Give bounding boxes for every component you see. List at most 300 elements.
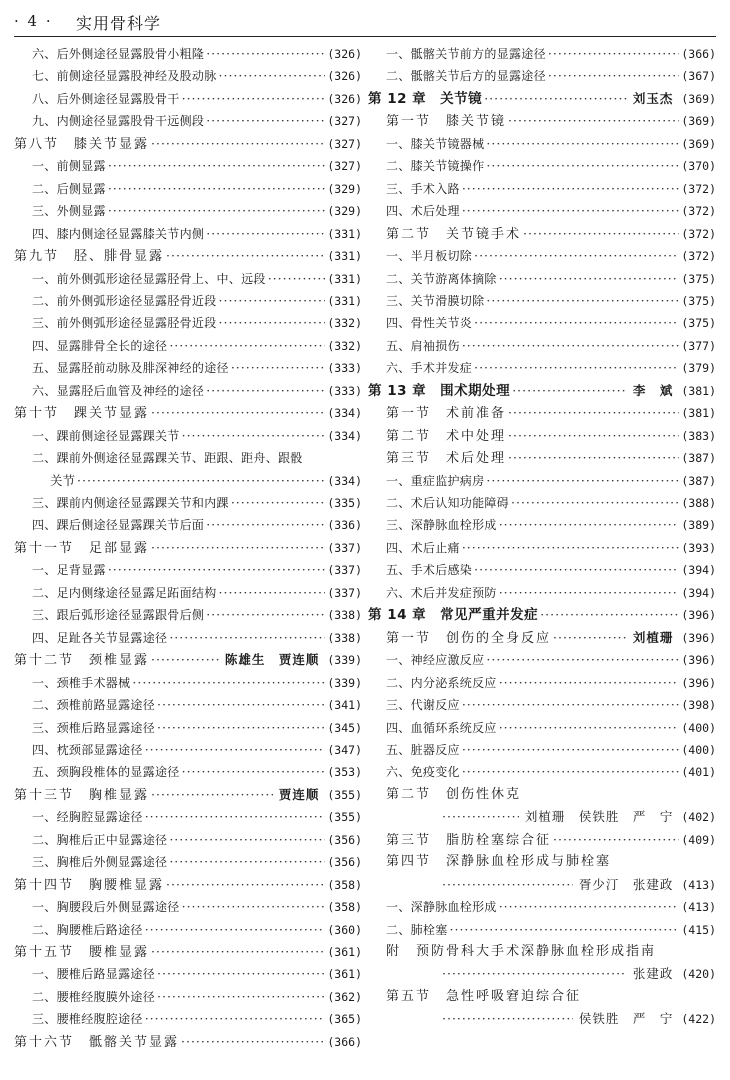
entry-title: 三、深静脉血栓形成: [386, 518, 497, 533]
toc-entry: [14, 268, 362, 290]
dot-leader: [462, 200, 680, 222]
entry-page-number: (396): [681, 630, 716, 645]
entry-page-number: (332): [327, 338, 362, 353]
toc-entry: [14, 43, 362, 65]
toc-entry: [14, 784, 362, 806]
entry-page-number: (381): [681, 406, 716, 421]
toc-entry: [368, 761, 716, 783]
toc-entry: [14, 761, 362, 783]
entry-title: 四、术后止痛: [386, 540, 460, 555]
entry-page-number: (387): [681, 451, 716, 466]
entry-title: 六、免疫变化: [386, 765, 460, 780]
toc-entry: [368, 1008, 716, 1030]
dot-leader: [166, 874, 325, 896]
entry-page-number: (338): [327, 608, 362, 623]
dot-leader: [499, 268, 680, 290]
entry-title: 第四节 深静脉血栓形成与肺栓塞: [386, 854, 612, 870]
toc-entry: [368, 312, 716, 334]
entry-title: 一、膝关节镜器械: [386, 136, 485, 151]
dot-leader: [145, 1008, 326, 1030]
entry-title: 一、前侧显露: [32, 159, 106, 174]
dot-leader: [486, 470, 679, 492]
entry-page-number: (337): [327, 585, 362, 600]
entry-title: 第十一节 足部显露: [14, 540, 150, 556]
toc-entry: [368, 245, 716, 267]
toc-entry: [368, 447, 716, 469]
toc-entry: [14, 470, 362, 492]
entry-author: 贾连顺: [278, 786, 320, 802]
toc-entry: [368, 380, 716, 402]
entry-page-number: (356): [327, 832, 362, 847]
entry-title: 四、足趾各关节显露途径: [32, 630, 168, 645]
toc-entry: [14, 245, 362, 267]
entry-title: 第二节 术中处理: [386, 428, 507, 444]
entry-page-number: (394): [681, 585, 716, 600]
toc-entry: [14, 380, 362, 402]
toc-entry: [368, 896, 716, 918]
toc-entry: [368, 402, 716, 424]
entry-page-number: (413): [681, 877, 716, 892]
entry-page-number: (326): [327, 47, 362, 61]
entry-title: 七、前侧途径显露股神经及股动脉: [32, 69, 217, 84]
entry-title: 二、踝前外侧途径显露踝关节、距跟、距舟、跟骰: [32, 451, 303, 466]
dot-leader: [182, 761, 326, 783]
dot-leader: [462, 335, 680, 357]
toc-entry: [14, 919, 362, 941]
dot-leader: [157, 986, 325, 1008]
entry-page-number: (329): [327, 181, 362, 196]
entry-title: 第一节 术前准备: [386, 406, 507, 422]
entry-page-number: (369): [681, 114, 716, 129]
entry-title: 第十五节 腰椎显露: [14, 945, 150, 960]
dot-leader: [108, 200, 326, 222]
entry-author: 刘玉杰: [632, 90, 674, 106]
entry-page-number: (377): [681, 338, 716, 353]
entry-title: 八、后外侧途径显露股骨干: [32, 91, 180, 106]
entry-page-number: (422): [681, 1012, 716, 1027]
dot-leader: [182, 88, 326, 110]
toc-entry: [14, 65, 362, 87]
entry-title: 三、关节滑膜切除: [386, 293, 485, 308]
entry-title: 六、显露胫后血管及神经的途径: [32, 383, 205, 398]
dot-leader: [508, 402, 679, 424]
entry-author: 刘植珊: [632, 629, 674, 645]
dot-leader: [182, 896, 326, 918]
entry-page-number: (367): [681, 69, 716, 84]
entry-title: 第 14 章 常见严重并发症: [368, 607, 539, 624]
dot-leader: [206, 110, 325, 132]
toc-entry: [368, 829, 716, 851]
entry-page-number: (336): [327, 518, 362, 533]
entry-page-number: (326): [327, 69, 362, 84]
toc-entry: [368, 492, 716, 514]
entry-title: 五、肩袖损伤: [386, 338, 460, 353]
toc-entry: [368, 133, 716, 155]
dot-leader: [108, 155, 326, 177]
entry-page-number: (355): [327, 787, 362, 802]
entry-title: 一、半月板切除: [386, 249, 473, 264]
entry-title: 一、腰椎后路显露途径: [32, 967, 156, 982]
toc-entry: [368, 537, 716, 559]
dot-leader: [231, 492, 326, 514]
toc-entry: [368, 672, 716, 694]
entry-title: 第一节 创伤的全身反应: [386, 630, 552, 646]
toc-entry: [14, 492, 362, 514]
entry-page-number: (398): [681, 698, 716, 713]
entry-page-number: (333): [327, 383, 362, 398]
entry-title: 第五节 急性呼吸窘迫综合征: [386, 988, 582, 1004]
dot-leader: [145, 919, 326, 941]
dot-leader: [169, 627, 325, 649]
dot-leader: [450, 919, 680, 941]
toc-entry: [368, 88, 716, 110]
entry-page-number: (420): [681, 967, 716, 982]
dot-leader: [512, 380, 627, 402]
entry-page-number: (355): [327, 810, 362, 825]
entry-page-number: (366): [327, 1034, 362, 1049]
entry-page-number: (333): [327, 361, 362, 376]
entry-title: 第三节 术后处理: [386, 451, 507, 467]
dot-leader: [508, 110, 679, 132]
entry-page-number: (400): [681, 742, 716, 757]
toc-entry: [14, 672, 362, 694]
toc-entry: [368, 694, 716, 716]
dot-leader: [169, 335, 325, 357]
toc-entry: [368, 806, 716, 828]
dot-leader: [486, 290, 679, 312]
entry-page-number: (345): [327, 720, 362, 735]
entry-page-number: (361): [327, 945, 362, 959]
dot-leader: [486, 133, 679, 155]
dot-leader: [219, 65, 326, 87]
entry-page-number: (375): [681, 271, 716, 286]
dot-leader: [499, 896, 680, 918]
dot-leader: [77, 470, 325, 492]
toc-entry: [368, 963, 716, 985]
entry-page-number: (409): [681, 832, 716, 847]
dot-leader: [169, 829, 325, 851]
dot-leader: [157, 694, 325, 716]
toc-entry: [368, 851, 716, 873]
entry-title: 三、前外侧弧形途径显露胫骨近段: [32, 316, 217, 331]
dot-leader: [145, 806, 326, 828]
entry-title: 第十二节 颈椎显露: [14, 653, 150, 669]
dot-leader: [219, 290, 326, 312]
toc-entry: [14, 402, 362, 424]
toc-entry: [14, 537, 362, 559]
entry-title: 一、胸腰段后外侧显露途径: [32, 900, 180, 915]
toc-entry: [14, 559, 362, 581]
entry-page-number: (353): [327, 765, 362, 780]
entry-title: 三、跟后弧形途径显露跟骨后侧: [32, 608, 205, 623]
toc-entry: [14, 290, 362, 312]
dot-leader: [151, 133, 325, 155]
toc-entry: [14, 110, 362, 132]
dot-leader: [474, 559, 679, 581]
entry-page-number: (379): [681, 361, 716, 376]
entry-title: 四、血循环系统反应: [386, 720, 497, 735]
entry-page-number: (338): [327, 630, 362, 645]
entry-page-number: (396): [681, 608, 716, 623]
dot-leader: [499, 672, 680, 694]
dot-leader: [108, 178, 326, 200]
toc-entry: [368, 200, 716, 222]
toc-entry: [14, 694, 362, 716]
entry-page-number: (370): [681, 159, 716, 174]
entry-title: 六、后外侧途径显露股骨小粗隆: [32, 47, 205, 61]
entry-page-number: (387): [681, 473, 716, 488]
entry-page-number: (394): [681, 563, 716, 578]
dot-leader: [157, 963, 325, 985]
entry-title: 第九节 胫、腓骨显露: [14, 249, 165, 265]
entry-page-number: (401): [681, 765, 716, 780]
dot-leader: [108, 559, 326, 581]
entry-page-number: (361): [327, 967, 362, 982]
entry-title: 二、足内侧缘途径显露足跖面结构: [32, 585, 217, 600]
dot-leader: [157, 717, 325, 739]
toc-entry: [368, 514, 716, 536]
toc-entry: [14, 604, 362, 626]
entry-title: 二、腰椎经腹膜外途径: [32, 989, 156, 1004]
entry-page-number: (366): [681, 47, 716, 61]
entry-page-number: (375): [681, 293, 716, 308]
dot-leader: [499, 514, 680, 536]
dot-leader: [462, 178, 680, 200]
entry-title: 四、显露腓骨全长的途径: [32, 338, 168, 353]
toc-entry: [368, 986, 716, 1008]
entry-title: 九、内侧途径显露股骨干远侧段: [32, 114, 205, 129]
entry-page-number: (358): [327, 877, 362, 892]
entry-page-number: (402): [681, 810, 716, 825]
dot-leader: [462, 537, 680, 559]
toc-entry: [14, 739, 362, 761]
toc-entry: [14, 178, 362, 200]
toc-entry: [14, 874, 362, 896]
entry-title: 三、手术入路: [386, 181, 460, 196]
entry-author: 陈雄生 贾连顺: [224, 652, 320, 668]
toc-entry: [14, 223, 362, 245]
toc-entry: [368, 874, 716, 896]
dot-leader: [474, 312, 679, 334]
entry-page-number: (400): [681, 720, 716, 735]
page-header: [14, 8, 716, 37]
toc-entry: [368, 604, 716, 626]
entry-title: 六、手术并发症: [386, 361, 473, 376]
entry-title: 一、前外侧弧形途径显露胫骨上、中、远段: [32, 271, 266, 286]
entry-page-number: (360): [327, 922, 362, 937]
entry-title: 四、膝内侧途径显露膝关节内侧: [32, 226, 205, 241]
dot-leader: [206, 380, 325, 402]
entry-title: 四、术后处理: [386, 204, 460, 219]
entry-page-number: (334): [327, 473, 362, 488]
toc-entry: [368, 941, 716, 963]
entry-title: 一、深静脉血栓形成: [386, 900, 497, 915]
toc-entry: [14, 335, 362, 357]
toc-entry: [14, 447, 362, 469]
toc-entry: [368, 178, 716, 200]
entry-title: 附 预防骨科大手术深静脉血栓形成指南: [386, 944, 657, 959]
toc-entry: [14, 88, 362, 110]
dot-leader: [508, 425, 679, 447]
entry-title: 四、枕颈部显露途径: [32, 742, 143, 757]
entry-page-number: (332): [327, 316, 362, 331]
entry-page-number: (388): [681, 496, 716, 510]
entry-title: 一、经胸腔显露途径: [32, 810, 143, 825]
toc-entry: [14, 896, 362, 918]
dot-leader: [169, 851, 325, 873]
dot-leader: [132, 672, 325, 694]
entry-page-number: (327): [327, 114, 362, 129]
toc-entry: [14, 1008, 362, 1030]
entry-page-number: (372): [681, 226, 716, 241]
toc-entry: [368, 717, 716, 739]
dot-leader: [474, 357, 679, 379]
dot-leader: [553, 829, 679, 851]
entry-title: 五、手术后感染: [386, 563, 473, 578]
entry-title: 二、胸腰椎后路途径: [32, 922, 143, 937]
toc-entry: [368, 290, 716, 312]
entry-page-number: (413): [681, 900, 716, 915]
entry-title: 第十节 踝关节显露: [14, 406, 150, 422]
entry-title: 三、腰椎经腹腔途径: [32, 1012, 143, 1027]
entry-title: 二、胸椎后正中显露途径: [32, 832, 168, 847]
dot-leader: [540, 604, 679, 626]
toc-entry: [14, 312, 362, 334]
entry-page-number: (356): [327, 855, 362, 870]
entry-page-number: (341): [327, 698, 362, 713]
dot-leader: [268, 268, 326, 290]
dot-leader: [553, 627, 627, 649]
dot-leader: [486, 649, 679, 671]
entry-page-number: (329): [327, 204, 362, 219]
toc-entry: [368, 335, 716, 357]
entry-page-number: (381): [681, 383, 716, 398]
entry-title: 二、关节游离体摘除: [386, 271, 497, 286]
entry-page-number: (347): [327, 742, 362, 757]
dot-leader: [523, 223, 679, 245]
dot-leader: [166, 245, 325, 267]
dot-leader: [151, 784, 273, 806]
entry-title: 第八节 膝关节显露: [14, 136, 150, 152]
toc-entry: [14, 133, 362, 155]
entry-title: 关节: [50, 472, 76, 488]
entry-page-number: (369): [681, 91, 716, 106]
dot-leader: [151, 941, 325, 963]
entry-page-number: (358): [327, 900, 362, 915]
dot-leader: [145, 739, 326, 761]
entry-title: 一、踝前侧途径显露踝关节: [32, 428, 180, 443]
entry-page-number: (362): [327, 989, 362, 1004]
toc-entry: [14, 514, 362, 536]
toc-entry: [14, 425, 362, 447]
dot-leader: [548, 65, 679, 87]
dot-leader: [151, 402, 325, 424]
entry-page-number: (327): [327, 159, 362, 174]
entry-title: 一、神经应激反应: [386, 653, 485, 668]
entry-title: 第一节 膝关节镜: [386, 114, 507, 130]
toc-entry: [368, 43, 716, 65]
entry-title: 四、踝后侧途径显露踝关节后面: [32, 518, 205, 533]
toc-entry: [14, 357, 362, 379]
entry-title: 三、踝前内侧途径显露踝关节和内踝: [32, 496, 229, 510]
entry-author: 张建政: [632, 966, 674, 982]
toc-entry: [368, 357, 716, 379]
dot-leader: [231, 357, 326, 379]
entry-page-number: (389): [681, 518, 716, 533]
entry-title: 二、后侧显露: [32, 181, 106, 196]
dot-leader: [474, 245, 679, 267]
toc-entry: [368, 559, 716, 581]
entry-page-number: (372): [681, 181, 716, 196]
dot-leader: [442, 1008, 573, 1030]
entry-page-number: (396): [681, 653, 716, 668]
dot-leader: [484, 88, 627, 110]
entry-page-number: (337): [327, 540, 362, 555]
entry-author: 胥少汀 张建政: [578, 876, 674, 892]
toc-entry: [368, 649, 716, 671]
toc-entry: [368, 627, 716, 649]
entry-page-number: (369): [681, 136, 716, 151]
entry-title: 二、前外侧弧形途径显露胫骨近段: [32, 293, 217, 308]
entry-title: 三、颈椎后路显露途径: [32, 720, 156, 735]
entry-page-number: (415): [681, 922, 716, 937]
entry-page-number: (331): [327, 226, 362, 241]
entry-title: 三、代谢反应: [386, 698, 460, 713]
toc-entry: [368, 425, 716, 447]
entry-title: 三、外侧显露: [32, 204, 106, 219]
entry-title: 第十四节 胸腰椎显露: [14, 877, 165, 893]
entry-page-number: (372): [681, 249, 716, 264]
toc-entry: [368, 223, 716, 245]
entry-title: 第十三节 胸椎显露: [14, 787, 150, 803]
entry-title: 第三节 脂肪栓塞综合征: [386, 832, 552, 848]
entry-page-number: (383): [681, 428, 716, 443]
toc-entry: [368, 110, 716, 132]
entry-author: 侯铁胜 严 宁: [578, 1011, 674, 1027]
entry-author: 刘植珊 侯铁胜 严 宁: [524, 809, 674, 825]
entry-title: 第二节 关节镜手术: [386, 226, 522, 242]
entry-title: 六、术后并发症预防: [386, 585, 497, 600]
entry-title: 一、骶髂关节前方的显露途径: [386, 47, 546, 61]
entry-title: 第 12 章 关节镜: [368, 90, 483, 107]
entry-title: 二、颈椎前路显露途径: [32, 698, 156, 713]
dot-leader: [206, 43, 325, 65]
dot-leader: [219, 582, 326, 604]
entry-title: 二、内分泌系统反应: [386, 675, 497, 690]
toc-entry: [14, 1031, 362, 1053]
dot-leader: [442, 963, 627, 985]
toc-entry: [14, 829, 362, 851]
entry-page-number: (331): [327, 249, 362, 264]
toc-entry: [14, 806, 362, 828]
toc-entry: [14, 582, 362, 604]
dot-leader: [548, 43, 679, 65]
entry-title: 五、颈胸段椎体的显露途径: [32, 765, 180, 780]
entry-page-number: (375): [681, 316, 716, 331]
dot-leader: [442, 874, 573, 896]
toc-entry: [14, 941, 362, 963]
toc-entry: [368, 155, 716, 177]
dot-leader: [511, 492, 679, 514]
entry-title: 四、骨性关节炎: [386, 316, 473, 331]
toc-entry: [368, 784, 716, 806]
entry-title: 五、显露胫前动脉及腓深神经的途径: [32, 361, 229, 376]
toc-entry: [14, 851, 362, 873]
dot-leader: [462, 694, 680, 716]
entry-page-number: (337): [327, 563, 362, 578]
entry-page-number: (335): [327, 496, 362, 510]
entry-page-number: (393): [681, 540, 716, 555]
